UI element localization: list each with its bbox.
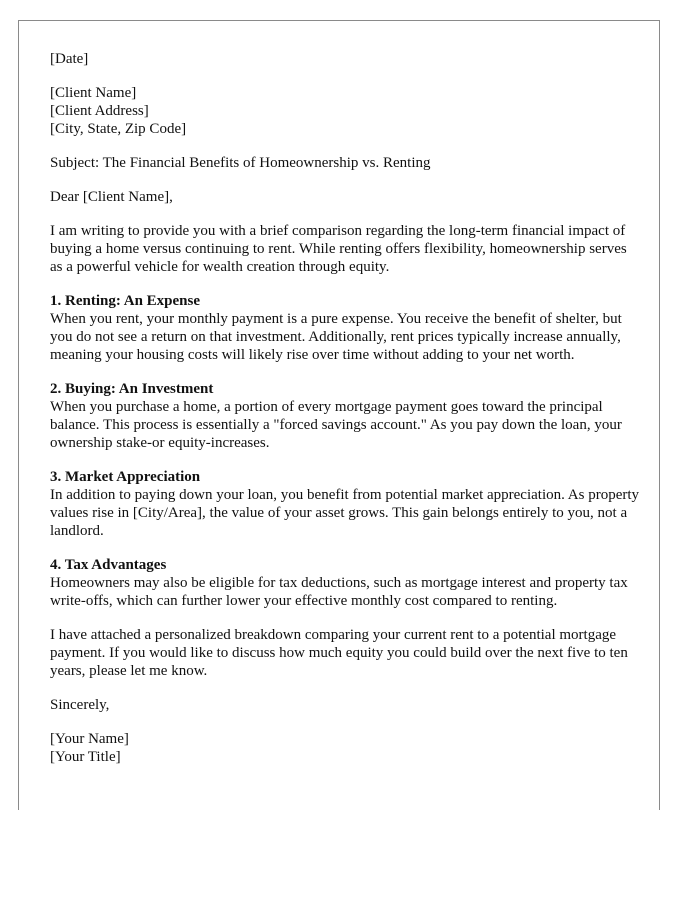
section-body: When you rent, your monthly payment is a pure expense. You receive the benefit of shelter, but you do not see a return on that investment. Additionally, rent prices typically increase annually, meaning your housing costs will likely rise over time without adding to your net worth. <box>50 311 622 363</box>
section-heading: 2. Buying: An Investment <box>50 381 214 397</box>
salutation-block <box>50 188 640 206</box>
section-heading: 4. Tax Advantages <box>50 557 167 573</box>
intro-block <box>50 222 640 276</box>
section-renting <box>50 292 640 364</box>
date-block <box>50 50 640 68</box>
signature-name: [Your Name] <box>50 731 129 747</box>
section-body: In addition to paying down your loan, you benefit from potential market appreciation. As property values rise in [City/Area], the value of your asset grows. This gain belongs entirely to you, not a landlord. <box>50 487 640 539</box>
closing-paragraph: I have attached a personalized breakdown comparing your current rent to a potential mortgage payment. If you would like to discuss how much equity you could build over the next five to ten years, please let me know. <box>50 627 628 679</box>
letter-date: [Date] <box>50 51 89 67</box>
section-heading: 3. Market Appreciation <box>50 469 201 485</box>
letter-subject: Subject: The Financial Benefits of Homeownership vs. Renting <box>50 155 431 171</box>
letter-salutation: Dear [Client Name], <box>50 189 173 205</box>
signoff-block <box>50 696 640 714</box>
section-body: Homeowners may also be eligible for tax deductions, such as mortgage interest and property tax write-offs, which can further lower your effective monthly cost compared to renting. <box>50 575 628 609</box>
subject-block <box>50 154 640 172</box>
section-appreciation <box>50 468 640 540</box>
recipient-block <box>50 84 640 138</box>
letter-body <box>50 50 640 782</box>
intro-paragraph: I am writing to provide you with a brief comparison regarding the long-term financial impact of buying a home versus continuing to rent. While renting offers flexibility, homeownership serves as a powerful vehicle for wealth creation through equity. <box>50 223 627 275</box>
recipient-name: [Client Name] <box>50 85 137 101</box>
section-buying <box>50 380 640 452</box>
letter-sign-off: Sincerely, <box>50 697 110 713</box>
letter-page <box>18 20 660 810</box>
closing-block <box>50 626 640 680</box>
recipient-address: [Client Address] <box>50 103 149 119</box>
section-tax <box>50 556 640 610</box>
signature-block <box>50 730 640 766</box>
section-body: When you purchase a home, a portion of every mortgage payment goes toward the principal balance. This process is essentially a "forced savings account." As you pay down the loan, your ownership stake-or equity-increases. <box>50 399 622 451</box>
section-heading: 1. Renting: An Expense <box>50 293 201 309</box>
signature-title: [Your Title] <box>50 749 121 765</box>
recipient-city-state-zip: [City, State, Zip Code] <box>50 121 187 137</box>
